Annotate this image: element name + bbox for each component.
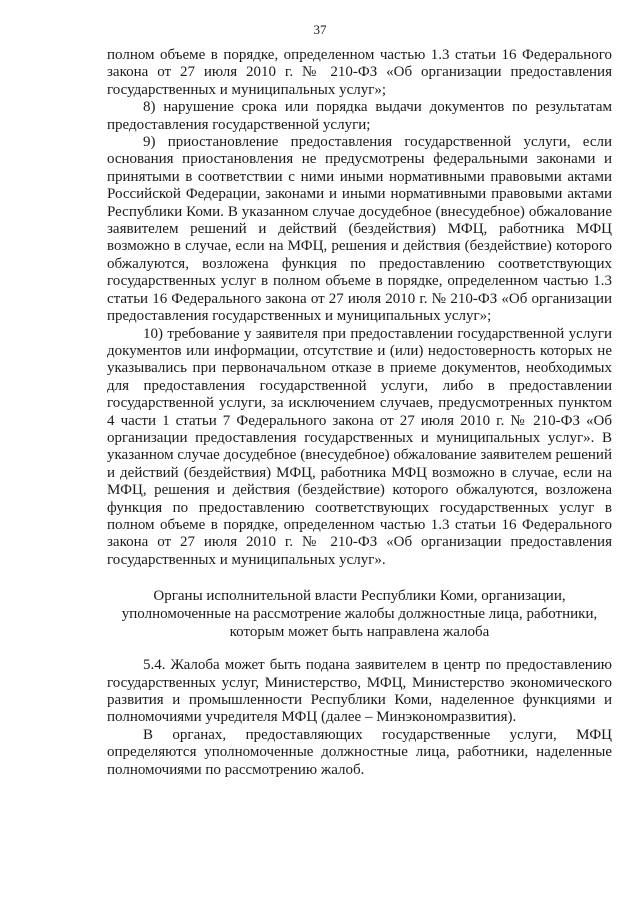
paragraph-mfc-officials: В органах, предоставляющих государственные услуги, МФЦ определяются уполномоченные должностные лица, работники, наделенные полномочиями по рассмотрению жалоб. — [107, 726, 612, 778]
document-body — [107, 47, 612, 779]
paragraph-item-9: 9) приостановление предоставления государственной услуги, если основания приостановления не предусмотрены федеральными законами и принятыми в соответствии с ними иными нормативными правовыми актами Российской Федерации, законами и иными нормативными правовыми актами Республики Коми. В указанном случае досудебное (внесудебное) обжалование заявителем решений и действий (бездействия) МФЦ, работника МФЦ возможно в случае, если на МФЦ, решения и действия (бездействие) которого обжалуются, возложена функция по предоставлению соответствующих государственных услуг в полном объеме в порядке, определенном частью 1.3 статьи 16 Федерального закона от 27 июля 2010 г. № 210-ФЗ «Об организации предоставления государственных и муниципальных услуг»; — [107, 134, 612, 325]
section-heading: Органы исполнительной власти Республики Коми, организации, уполномоченные на рассмотрение жалобы должностные лица, работники, которым может быть направлена жалоба — [121, 588, 598, 641]
page-number: 37 — [313, 22, 327, 37]
paragraph-continuation: полном объеме в порядке, определенном частью 1.3 статьи 16 Федерального закона от 27 июля 2010 г. № 210-ФЗ «Об организации предоставления государственных и муниципальных услуг»; — [107, 47, 612, 98]
paragraph-5-4: 5.4. Жалоба может быть подана заявителем в центр по предоставлению государственных услуг, Министерство, МФЦ, Министерство экономического развития и промышленности Республики Коми, наделенное функциями и полномочиями учредителя МФЦ (далее – Минэкономразвития). — [107, 657, 612, 726]
paragraph-item-10: 10) требование у заявителя при предоставлении государственной услуги документов или информации, отсутствие и (или) недостоверность которых не указывались при первоначальном отказе в приеме документов, необходимых для предоставления государственной услуги, либо в предоставлении государственной услуги, за исключением случаев, предусмотренных пунктом 4 части 1 статьи 7 Федерального закона от 27 июля 2010 г. № 210-ФЗ «Об организации предоставления государственных и муниципальных услуг». В указанном случае досудебное (внесудебное) обжалование заявителем решений и действий (бездействия) МФЦ, работника МФЦ возможно в случае, если на МФЦ, решения и действия (бездействие) которого обжалуются, возложена функция по предоставлению соответствующих государственных услуг в полном объеме в порядке, определенном частью 1.3 статьи 16 Федерального закона от 27 июля 2010 г. № 210-ФЗ «Об организации предоставления государственных и муниципальных услуг». — [107, 325, 612, 568]
paragraph-item-8: 8) нарушение срока или порядка выдачи документов по результатам предоставления государственной услуги; — [107, 99, 612, 133]
